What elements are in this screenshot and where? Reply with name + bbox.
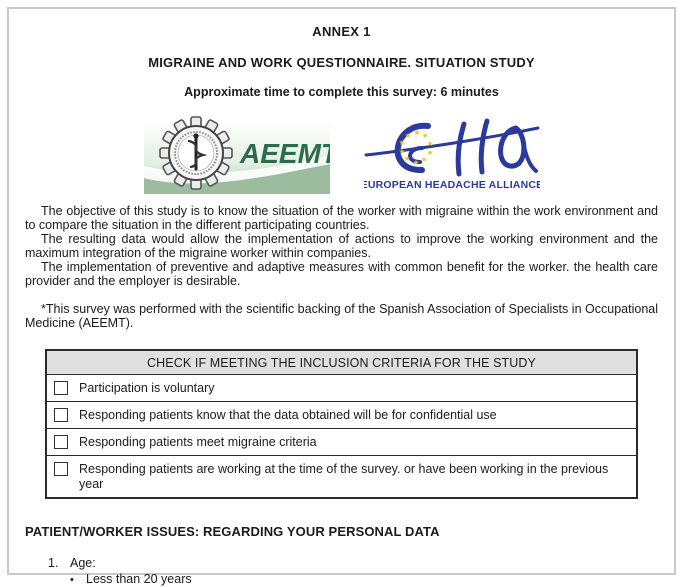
aeemt-logo-graphic <box>144 116 330 194</box>
eha-monogram-icon <box>366 121 538 174</box>
intro-paragraph: The objective of this study is to know the situation of the worker with migraine within the work environment and to compare the situation in the different participating countries. <box>25 204 658 232</box>
logos-row <box>25 118 658 196</box>
question-body <box>70 556 192 587</box>
option-label: Less than 20 years <box>86 571 192 586</box>
criteria-label: Responding patients meet migraine criteria <box>79 435 317 450</box>
criteria-label: Responding patients know that the data obtained will be for confidential use <box>79 408 497 423</box>
svg-text:★: ★ <box>421 130 428 140</box>
question-label: Age: <box>70 556 96 571</box>
eha-logo <box>364 117 540 198</box>
criteria-table <box>45 349 638 499</box>
annex-heading: ANNEX 1 <box>312 24 371 39</box>
criteria-label: Participation is voluntary <box>79 381 215 396</box>
criteria-label: Responding patients are working at the time of the survey. or have been working in the previous year <box>79 462 609 492</box>
aeemt-wordmark: AEEMT <box>239 137 330 169</box>
criteria-row <box>47 456 636 497</box>
document-title: MIGRAINE AND WORK QUESTIONNAIRE. SITUATION STUDY <box>148 55 535 70</box>
svg-text:★: ★ <box>398 146 405 156</box>
time-note: Approximate time to complete this survey: 6 minutes <box>184 85 499 99</box>
bullet-icon: • <box>70 573 74 586</box>
intro-paragraph: The resulting data would allow the implementation of actions to improve the working environment and the maximum integration of the migraine worker within companies. <box>25 231 658 260</box>
svg-text:★: ★ <box>404 130 411 140</box>
section-heading: PATIENT/WORKER ISSUES: REGARDING YOUR PERSONAL DATA <box>25 524 440 540</box>
criteria-checkbox[interactable] <box>54 381 68 395</box>
criteria-row <box>47 429 636 456</box>
svg-text:★: ★ <box>420 154 427 164</box>
footnote: *This survey was performed with the scientific backing of the Spanish Association of Specialists in Occupational Medicine (AEEMT). <box>25 302 658 331</box>
question-age <box>25 556 658 587</box>
svg-text:★: ★ <box>426 147 433 157</box>
criteria-checkbox[interactable] <box>54 462 68 476</box>
svg-text:★: ★ <box>426 138 433 148</box>
answer-option <box>70 572 192 587</box>
intro-paragraphs <box>25 205 658 288</box>
criteria-row <box>47 402 636 429</box>
aeemt-logo <box>144 116 330 199</box>
svg-text:★: ★ <box>412 157 419 167</box>
intro-paragraph: The implementation of preventive and adaptive measures with common benefit for the worker. the health care provider and the employer is desirable. <box>25 259 658 288</box>
eha-logo-graphic <box>364 117 540 193</box>
criteria-row <box>47 375 636 402</box>
question-number: 1. <box>48 556 59 571</box>
svg-text:★: ★ <box>398 137 405 147</box>
page-frame <box>7 7 676 586</box>
svg-text:★: ★ <box>413 127 420 137</box>
criteria-table-header: CHECK IF MEETING THE INCLUSION CRITERIA FOR THE STUDY <box>47 351 636 375</box>
criteria-checkbox[interactable] <box>54 408 68 422</box>
eha-caption: EUROPEAN HEADACHE ALLIANCE <box>363 178 540 191</box>
svg-text:★: ★ <box>403 153 410 163</box>
criteria-checkbox[interactable] <box>54 435 68 449</box>
